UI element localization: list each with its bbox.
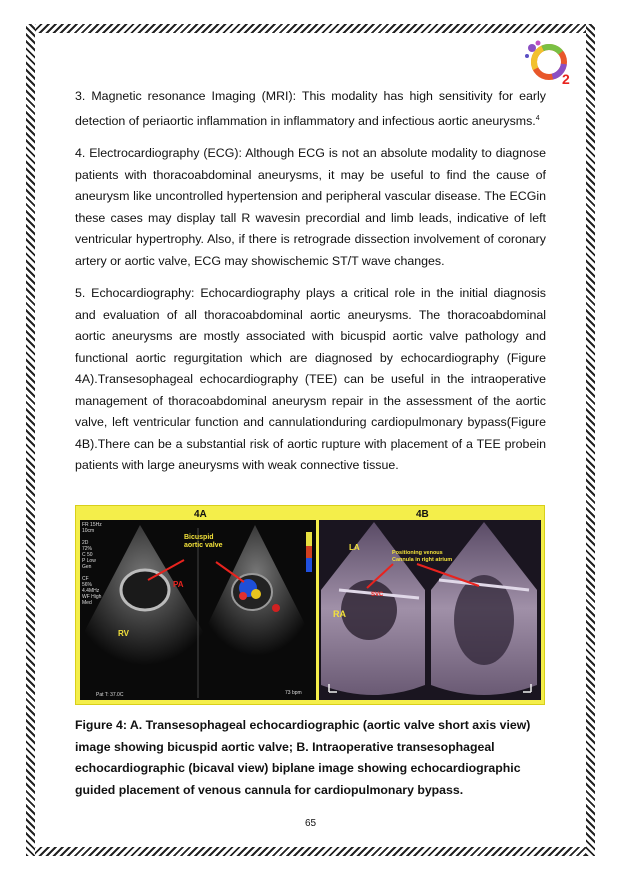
heart-rate: 73 bpm [285,690,302,696]
page-number: 65 [304,818,317,829]
machine-settings: FR 15Hz 10cm 2D 72% C 50 P Low Gen CF 56% 4.4MHz WF High Med [82,522,102,606]
patient-temperature: Pat T: 37.0C [96,692,124,698]
label-rv: RV [118,629,129,638]
label-svc: SVC [371,592,384,598]
page-border-top [26,24,595,33]
annotation-bicuspid-aortic-valve: Bicuspid aortic valve [184,534,223,549]
page-border-left [26,24,35,856]
paragraph-ecg: 4. Electrocardiography (ECG): Although ECG is not an absolute modality to diagnose patients with thoracoabdominal aneurysms, it may be useful to find the cause of aneurysm like uncontrolled hypertension and peripheral vascular disease. The ECGin these cases may display tall R wavesin precordial and limb leads, indicative of left ventricular hypertrophy. Also, if there is retrograde dissection involvement of coronary artery or aortic valve, ECG may showischemic ST/T wave changes. [75,146,546,268]
body-text [75,86,546,488]
figure-label-4b: 4B [416,509,429,520]
page-border-bottom [26,847,595,856]
svg-text:2: 2 [562,71,570,86]
label-ra: RA [333,609,346,619]
figure-label-4a: 4A [194,509,207,520]
figure-4a-image [80,520,316,700]
figure-caption: Figure 4: A. Transesophageal echocardiographic (aortic valve short axis view) image showing bicuspid aortic valve; B. Intraoperative transesophageal echocardiographic (bicaval view) biplane image showing echocardiographic guided placement of venous cannula for cardiopulmonary bypass. [75,718,531,797]
figure-4b-image [319,520,541,700]
annotation-venous-cannula: Positioning venous Cannula in right atrium [392,550,453,563]
figure-4 [75,505,545,705]
paragraph-echocardiography: 5. Echocardiography: Echocardiography plays a critical role in the initial diagnosis and evaluation of all thoracoabdominal aortic aneurysms. The thoracoabdominal aortic aneurysms are mostly associated with bicuspid aortic valve pathology and functional aortic regurgitation which are diagnosed by echocardiography (Figure 4A).Transesophageal echocardiography (TEE) can be useful in the intraoperative management of thoracoabdominal aneurysm repair in the assessment of the aortic valve, left ventricular function and cannulationduring cardiopulmonary bypass(Figure 4B).There can be a substantial risk of aortic rupture with placement of a TEE probein patients with large aneurysms with weak connective tissue. [75,286,546,473]
label-la: LA [349,543,360,552]
o2-logo [523,40,575,86]
label-pa: PA [173,580,184,589]
paragraph-mri: 3. Magnetic resonance Imaging (MRI): This modality has high sensitivity for early detection of periaortic inflammation in inflammatory and infectious aortic aneurysms.$^4$ [75,89,546,128]
page-border-right [586,24,595,856]
